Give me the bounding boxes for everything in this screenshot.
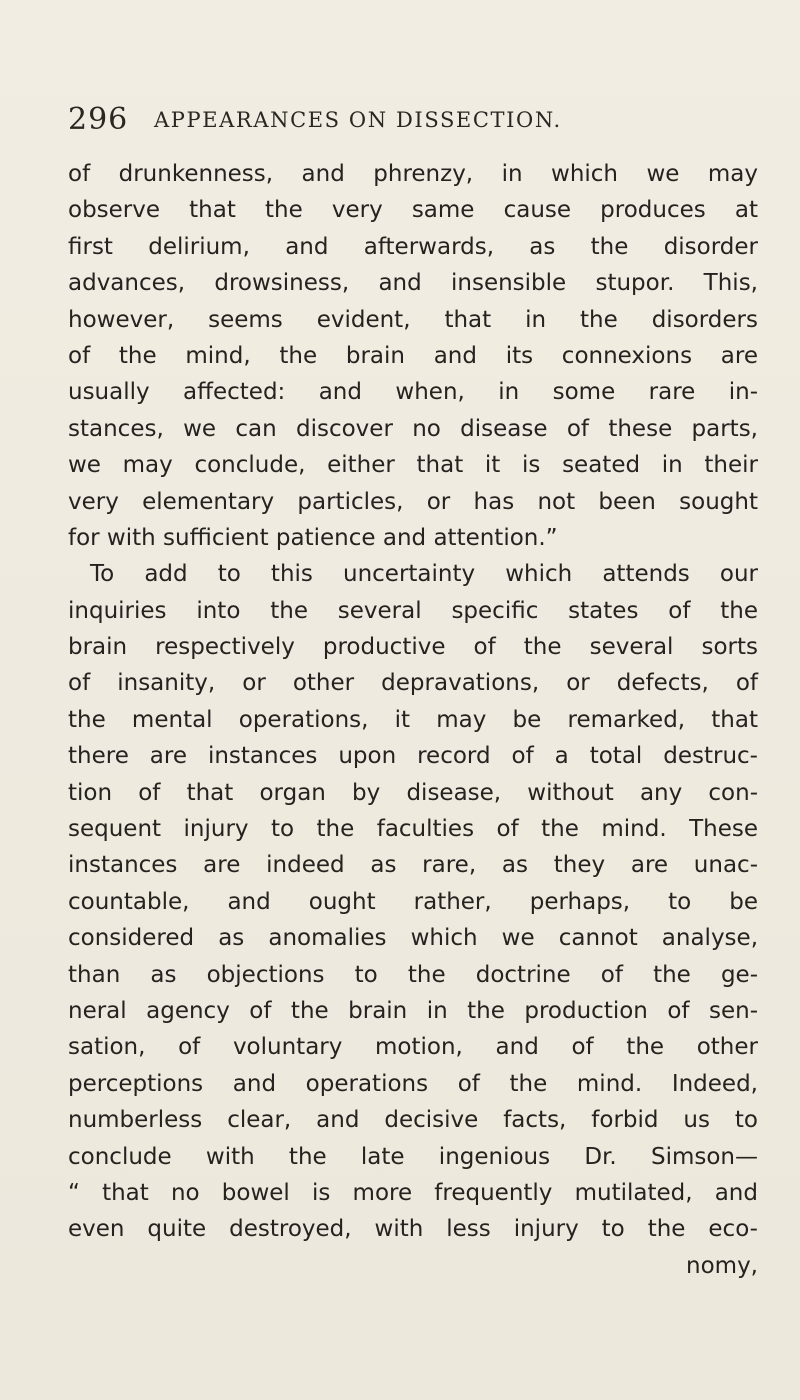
text-line: however, seems evident, that in the disorders — [68, 306, 758, 333]
text-line: first delirium, and afterwards, as the disorder — [68, 233, 758, 260]
text-line: the mental operations, it may be remarked, that — [68, 706, 758, 733]
running-head — [68, 100, 758, 140]
text-line: sation, of voluntary motion, and of the other — [68, 1034, 758, 1061]
text-line: than as objections to the doctrine of the ge- — [68, 961, 758, 988]
text-line: perceptions and operations of the mind. Indeed, — [68, 1070, 758, 1097]
text-line: advances, drowsiness, and insensible stupor. This, — [68, 270, 758, 297]
body-text — [68, 156, 758, 1284]
text-line: even quite destroyed, with less injury to the eco- — [68, 1216, 758, 1243]
page-number: 296 — [68, 102, 129, 137]
text-line: usually affected: and when, in some rare in- — [68, 379, 758, 406]
text-line: neral agency of the brain in the production of sen- — [68, 997, 758, 1024]
text-line: “ that no bowel is more frequently mutilated, and — [68, 1179, 758, 1206]
text-line: very elementary particles, or has not been sought — [68, 488, 758, 515]
text-line: observe that the very same cause produces at — [68, 197, 758, 224]
text-line: inquiries into the several specific states of the — [68, 597, 758, 624]
text-line: considered as anomalies which we cannot analyse, — [68, 925, 758, 952]
running-title: APPEARANCES ON DISSECTION. — [154, 108, 562, 132]
catchword-line: nomy, — [686, 1252, 758, 1279]
text-line: countable, and ought rather, perhaps, to be — [68, 888, 758, 915]
text-line: numberless clear, and decisive facts, forbid us to — [68, 1107, 758, 1134]
text-line: we may conclude, either that it is seated in their — [68, 452, 758, 479]
text-line: tion of that organ by disease, without any con- — [68, 779, 758, 806]
text-line: sequent injury to the faculties of the mind. These — [68, 816, 758, 843]
text-line: stances, we can discover no disease of these parts, — [68, 415, 758, 442]
text-line: of drunkenness, and phrenzy, in which we may — [68, 161, 758, 187]
text-line: instances are indeed as rare, as they are unac- — [68, 852, 758, 879]
text-line: of the mind, the brain and its connexions are — [68, 342, 758, 369]
text-line: of insanity, or other depravations, or defects, of — [68, 670, 758, 697]
text-line: for with sufficient patience and attention.” — [68, 524, 558, 551]
paragraph-start-line: To add to this uncertainty which attends our — [90, 561, 758, 588]
text-line: conclude with the late ingenious Dr. Simson— — [68, 1143, 758, 1170]
text-line: there are instances upon record of a total destruc- — [68, 743, 758, 770]
text-line: brain respectively productive of the several sorts — [68, 634, 758, 661]
